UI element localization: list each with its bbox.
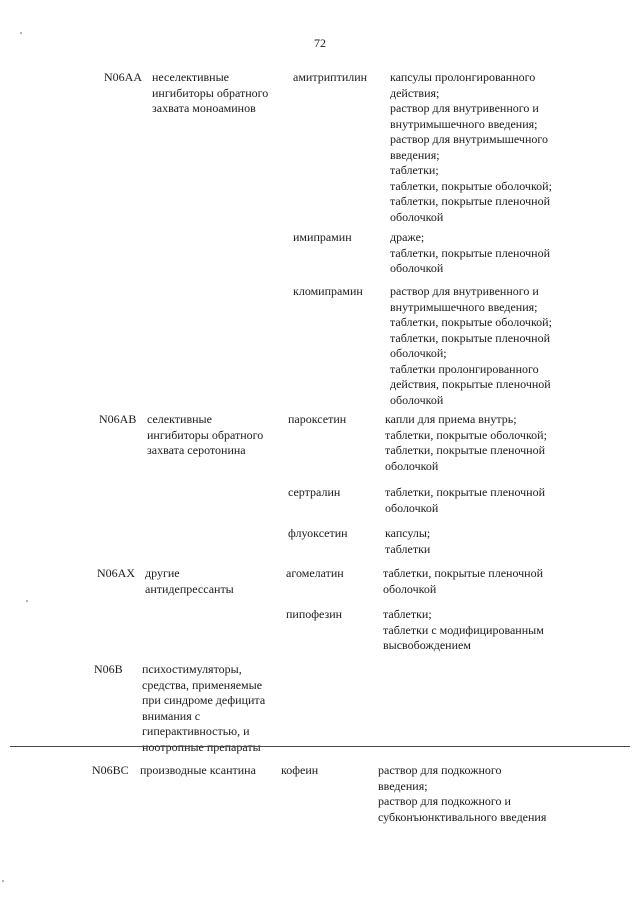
pharmacological-group: психостимуляторы, средства, применяемые при синдроме дефицита внимания с гиперактивностью, и ноотропные препараты <box>142 662 266 754</box>
pharmacological-group: другие антидепрессанты <box>145 566 234 596</box>
drug-name: агомелатин <box>286 566 344 580</box>
pharmacological-group: неселективные ингибиторы обратного захвата моноаминов <box>152 70 269 115</box>
scan-speck <box>26 600 28 602</box>
dosage-forms: таблетки, покрытые пленочной оболочкой <box>383 566 544 596</box>
page-number: 72 <box>314 36 326 50</box>
drug-name: амитриптилин <box>293 70 368 84</box>
dosage-forms: раствор для подкожного введения; раствор для подкожного и субконъюнктивального введения <box>378 763 547 824</box>
drug-name: пароксетин <box>288 412 347 426</box>
dosage-forms: таблетки; таблетки с модифицированным высвобождением <box>383 607 544 652</box>
dosage-forms: таблетки, покрытые пленочной оболочкой <box>385 485 546 515</box>
atc-code: N06AX <box>97 566 135 580</box>
scan-speck <box>2 880 4 882</box>
dosage-forms: капсулы; таблетки <box>385 526 431 556</box>
dosage-forms: капли для приема внутрь; таблетки, покрытые оболочкой; таблетки, покрытые пленочной оболочкой <box>385 412 547 473</box>
pharmacological-group: селективные ингибиторы обратного захвата серотонина <box>147 412 264 457</box>
scan-speck <box>20 32 22 34</box>
drug-name: пипофезин <box>286 607 343 621</box>
atc-code: N06B <box>94 662 123 676</box>
page-separator-line <box>10 746 630 747</box>
drug-name: кломипрамин <box>293 284 363 298</box>
atc-code: N06AB <box>99 412 137 426</box>
drug-name: имипрамин <box>293 230 352 244</box>
drug-name: кофеин <box>281 763 319 777</box>
drug-name: флуоксетин <box>288 526 348 540</box>
dosage-forms: драже; таблетки, покрытые пленочной оболочкой <box>390 230 551 275</box>
drug-name: сертралин <box>288 485 341 499</box>
atc-code: N06BC <box>92 763 129 777</box>
dosage-forms: капсулы пролонгированного действия; раствор для внутривенного и внутримышечного введения; раствор для внутримышечного введения; таблетки; таблетки, покрытые оболочкой; таблетки, покрытые пленочной оболочкой <box>390 70 552 224</box>
atc-code: N06AA <box>104 70 142 84</box>
dosage-forms: раствор для внутривенного и внутримышечного введения; таблетки, покрытые оболочкой; таблетки, покрытые пленочной оболочкой; таблетки пролонгированного действия, покрытые пленочной оболочкой <box>390 284 552 407</box>
pharmacological-group: производные ксантина <box>140 763 256 777</box>
